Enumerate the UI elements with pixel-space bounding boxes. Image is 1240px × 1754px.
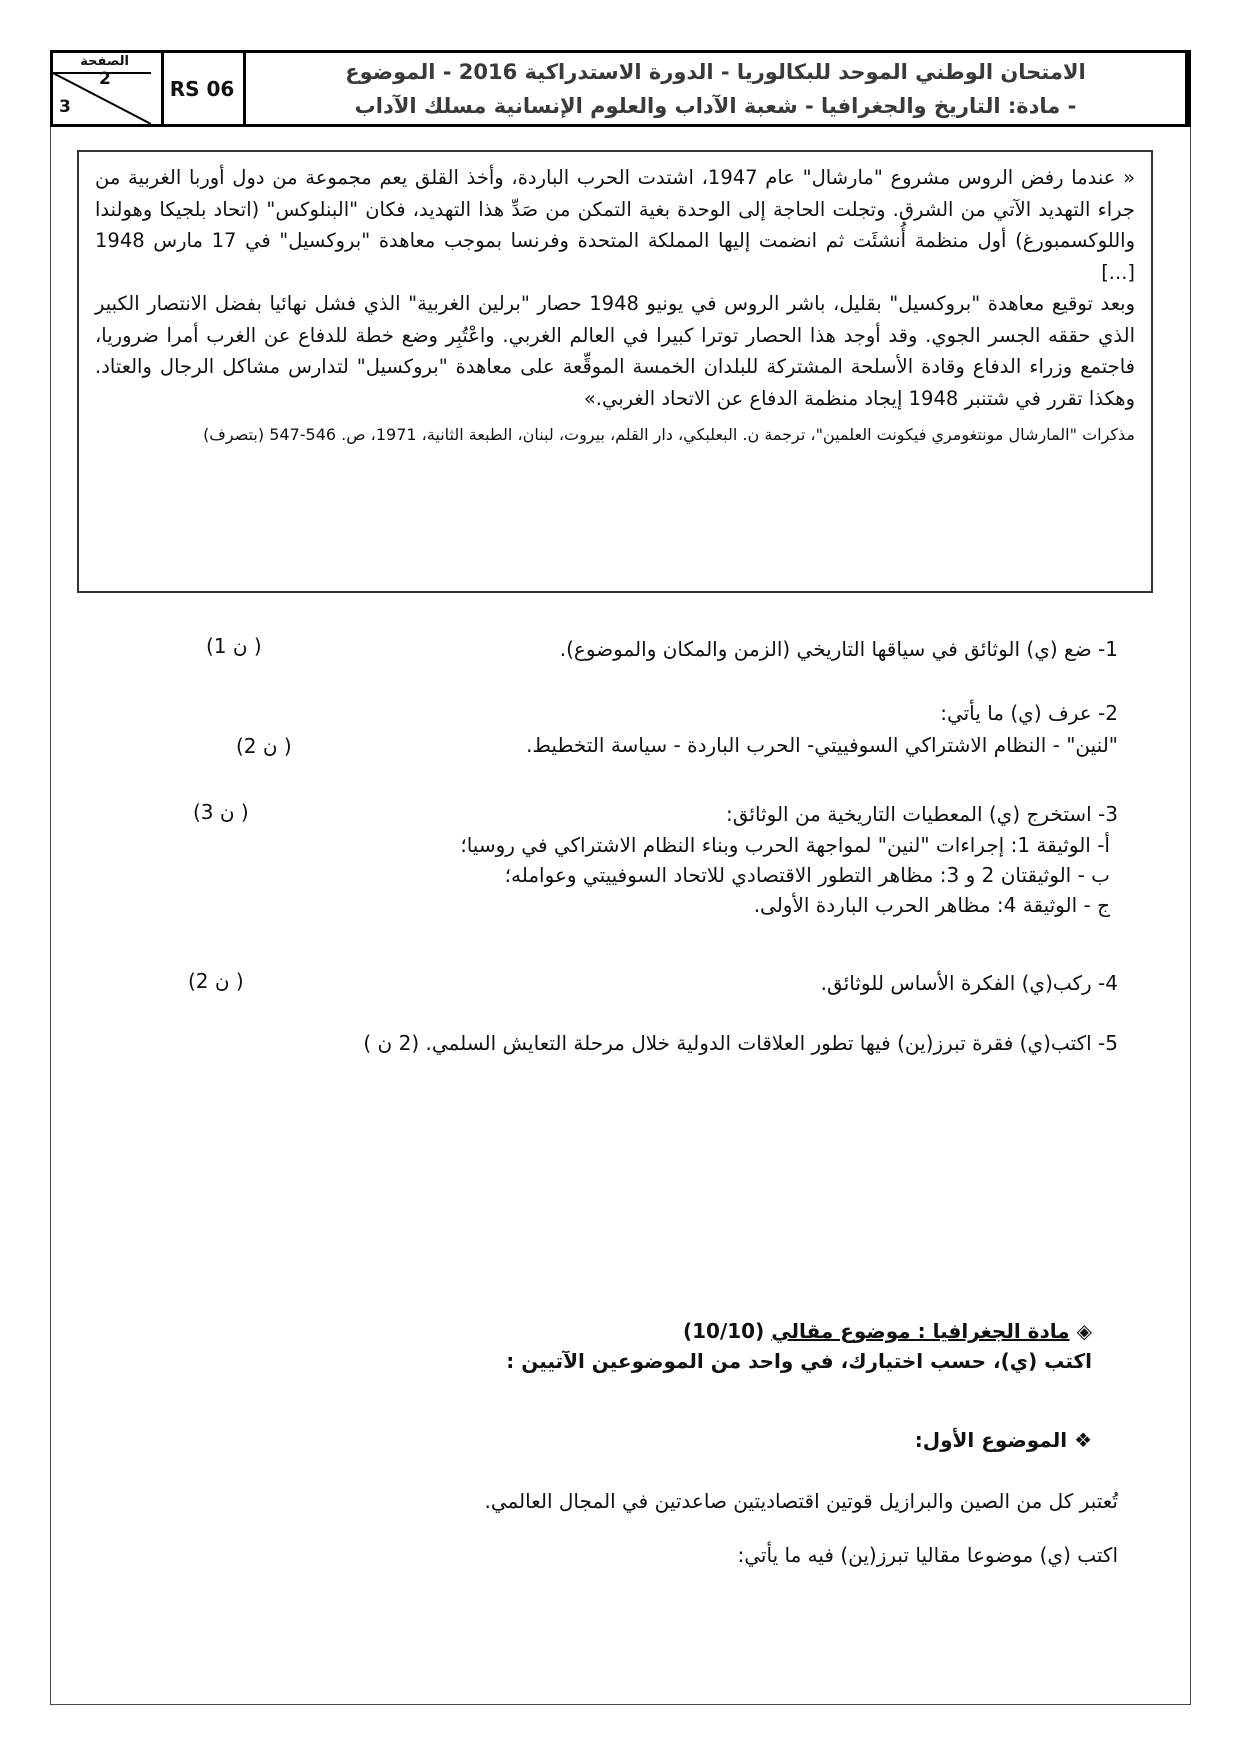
question-3-c: ج - الوثيقة 4: مظاهر الحرب الباردة الأولى. bbox=[753, 893, 1110, 917]
exam-title bbox=[246, 53, 1188, 124]
topic-1-statement: تُعتبر كل من الصين والبرازيل قوتين اقتصاديتين صاعدتين في المجال العالمي. bbox=[484, 1489, 1118, 1513]
exam-header bbox=[50, 50, 1191, 127]
exam-title-line2: - مادة: التاريخ والجغرافيا - شعبة الآداب والعلوم الإنسانية مسلك الآداب bbox=[354, 93, 1077, 118]
exam-code: RS 06 bbox=[161, 53, 246, 124]
page-total: 3 bbox=[59, 97, 71, 117]
question-4: 4- ركب(ي) الفكرة الأساس للوثائق. bbox=[820, 971, 1118, 995]
diamond-bullet-icon: ◈ bbox=[1076, 1319, 1092, 1343]
geography-title: مادة الجغرافيا : موضوع مقالي bbox=[771, 1319, 1070, 1343]
geography-heading bbox=[683, 1316, 1092, 1346]
exam-title-line1: الامتحان الوطني الموحد للبكالوريا - الدورة الاستدراكية 2016 - الموضوع bbox=[345, 59, 1086, 84]
document-box bbox=[77, 150, 1153, 593]
geography-score: (10/10) bbox=[682, 1319, 765, 1343]
question-3-points: (3 ن ) bbox=[193, 800, 249, 824]
question-1: 1- ضع (ي) الوثائق في سياقها التاريخي (الزمن والمكان والموضوع). bbox=[559, 637, 1118, 661]
question-2-terms: "لنين" - النظام الاشتراكي السوفييتي- الحرب الباردة - سياسة التخطيط. bbox=[526, 733, 1118, 757]
topic-1-title: الموضوع الأول: bbox=[914, 1428, 1068, 1452]
star-bullet-icon: ❖ bbox=[1074, 1428, 1092, 1452]
question-4-points: (2 ن ) bbox=[188, 969, 244, 993]
page-indicator bbox=[53, 53, 151, 124]
topic-1-heading bbox=[915, 1425, 1092, 1455]
question-2-points: (2 ن ) bbox=[236, 734, 292, 758]
page-label: الصفحة bbox=[80, 54, 129, 69]
question-2: 2- عرف (ي) ما يأتي: bbox=[940, 701, 1118, 725]
question-1-points: (1 ن ) bbox=[206, 634, 262, 658]
topic-1-prompt: اكتب (ي) موضوعا مقاليا تبرز(ين) فيه ما يأتي: bbox=[737, 1543, 1118, 1567]
question-5: 5- اكتب(ي) فقرة تبرز(ين) فيها تطور العلاقات الدولية خلال مرحلة التعايش السلمي. (2 ن ) bbox=[363, 1031, 1118, 1055]
document-paragraph-1: « عندما رفض الروس مشروع "مارشال" عام 1947، اشتدت الحرب الباردة، وأخذ القلق يعم مجموعة من دول أوربا الغربية من جراء التهديد الآتي من الشرق. وتجلت الحاجة إلى الوحدة بغية التمكن من صَدِّ هذا التهديد، فكان "البنلوكس" (اتحاد بلجيكا وهولندا واللوكسمبورغ) أول منظمة أُنشئَت ثم انضمت إليها المملكة المتحدة وفرنسا بموجب معاهدة "بروكسيل" في 17 مارس 1948 [...] bbox=[95, 166, 1136, 284]
page-number: 2 bbox=[99, 69, 111, 89]
document-paragraph-2: وبعد توقيع معاهدة "بروكسيل" بقليل، باشر الروس في يونيو 1948 حصار "برلين الغربية" الذي فشل نهائيا بفضل الانتصار الكبير الذي حققه الجسر الجوي. وقد أوجد هذا الحصار توترا كبيرا في العالم الغربي. واعْتُبِر وضع خطة للدفاع عن الغرب أمرا ضروريا، فاجتمع وزراء الدفاع وقادة الأسلحة المشتركة للبلدان الخمسة الموقِّعة على معاهدة "بروكسيل" لتدارس مشاكل الرجال والعتاد. وهكذا تقرر في شتنبر 1948 إيجاد منظمة الدفاع عن الاتحاد الغربي.» bbox=[95, 292, 1135, 410]
document-source: مذكرات "المارشال مونتغومري فيكونت العلمين"، ترجمة ن. البعلبكي، دار القلم، بيروت، لبنان، الطبعة الثانية، 1971، ص. 546-547 (بتصرف) bbox=[203, 425, 1135, 444]
question-3: 3- استخرج (ي) المعطيات التاريخية من الوثائق: bbox=[725, 802, 1118, 826]
question-3-a: أ- الوثيقة 1: إجراءات "لنين" لمواجهة الحرب وبناء النظام الاشتراكي في روسيا؛ bbox=[460, 833, 1110, 857]
question-3-b: ب - الوثيقتان 2 و 3: مظاهر التطور الاقتصادي للاتحاد السوفييتي وعوامله؛ bbox=[504, 863, 1110, 887]
geography-instruction: اكتب (ي)، حسب اختيارك، في واحد من الموضوعين الآتيين : bbox=[506, 1349, 1092, 1373]
